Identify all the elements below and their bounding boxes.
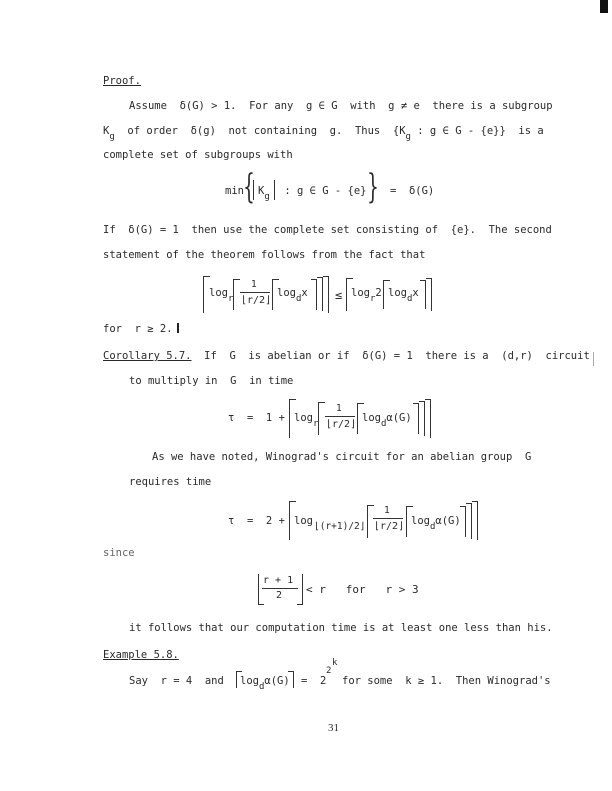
kg-text-mid: of order δ(g) not containing g. Thus {K <box>114 125 406 137</box>
eq2-denominator: ⌊r/2⌋ <box>241 295 272 306</box>
eq4-log-base: ⌊(r+1)/2⌋ <box>314 521 366 532</box>
page-number: 31 <box>328 722 339 734</box>
kg-text-end: : g ∈ G - {e}} is a <box>410 125 544 137</box>
qed-mark <box>177 323 179 333</box>
eq5-condition: < r for r > 3 <box>306 583 419 596</box>
eq4-numerator: 1 <box>384 505 390 516</box>
proof-heading: Proof. <box>103 75 141 87</box>
scan-edge-mark <box>593 352 594 366</box>
eq1-abs-left <box>253 180 254 200</box>
ex-equals-2: = 2 <box>301 675 327 687</box>
eq2-ceil-left-2 <box>233 279 240 310</box>
eq1-right-brace: } <box>367 167 379 207</box>
eq2-log-d-x-2: logdx <box>388 287 419 304</box>
text-line-assume: Assume δ(G) > 1. For any g ∈ G with g ≠ e there is a subgroup <box>129 100 553 112</box>
text-line-multiply: to multiply in G in time <box>129 375 294 387</box>
eq5-frac-bar <box>262 588 298 589</box>
corollary-heading: Corollary 5.7. <box>103 350 192 362</box>
eq4-log-alpha: logdα(G) <box>411 515 461 532</box>
ex-exp-k: k <box>332 658 338 668</box>
eq3-ceil-left-2 <box>318 402 325 435</box>
eq1-equals: = δ(G) <box>390 185 435 197</box>
eq1-left-brace: { <box>243 167 255 207</box>
eq2-log-r-2: logr2 <box>351 287 382 304</box>
eq3-denominator: ⌊r/2⌋ <box>326 419 357 430</box>
text-line-noted: As we have noted, Winograd's circuit for an abelian group G <box>152 451 532 463</box>
eq3-tau: τ = 1 + <box>228 412 285 424</box>
eq5-floor-right <box>297 574 303 605</box>
kg-symbol: K <box>103 125 110 137</box>
eq1-k: Kg <box>258 185 270 202</box>
text-line-since: since <box>103 547 135 559</box>
example-rest: for some k ≥ 1. Then Winograd's <box>342 675 551 687</box>
scan-corner-mark <box>600 0 608 13</box>
eq3-log-r: logr <box>294 412 319 429</box>
eq5-numerator: r + 1 <box>263 575 294 586</box>
eq3-ceil-right-1 <box>425 399 431 438</box>
eq1-abs-right <box>274 180 275 200</box>
eq4-denominator: ⌊r/2⌋ <box>374 521 405 532</box>
eq1-min: min <box>225 185 244 197</box>
corollary-text: If G is abelian or if δ(G) = 1 there is a (d,r) circuit <box>191 350 590 362</box>
eq4-tau: τ = 2 + <box>228 515 285 527</box>
text-line-complete: complete set of subgroups with <box>103 149 293 161</box>
kg-subscript-2: g <box>405 132 411 142</box>
eq2-frac-bar <box>240 292 270 293</box>
eq2-ceil-right-4 <box>426 278 432 311</box>
text-line-statement: statement of the theorem follows from the fact that <box>103 249 426 261</box>
eq4-frac-bar <box>373 518 403 519</box>
ex-log-alpha: logdα(G) <box>240 675 290 692</box>
text-line-for: for r ≥ 2. <box>103 323 173 335</box>
eq4-ceil-right-1 <box>472 501 478 540</box>
eq5-denominator: 2 <box>276 590 283 601</box>
eq3-log-alpha: logdα(G) <box>362 412 412 429</box>
eq2-numerator: 1 <box>251 279 257 290</box>
eq2-ceil-right-1 <box>323 276 329 313</box>
eq4-ceil-left-2 <box>367 505 374 538</box>
eq3-frac-bar <box>325 416 355 417</box>
text-line-kg <box>103 125 544 142</box>
text-line-requires: requires time <box>129 476 212 488</box>
ex-ceil-right <box>288 671 294 688</box>
corollary-line <box>103 351 590 362</box>
eq3-numerator: 1 <box>336 403 342 414</box>
example-say: Say r = 4 and <box>129 675 224 687</box>
text-line-if: If δ(G) = 1 then use the complete set consisting of {e}. The second <box>103 224 552 236</box>
example-heading: Example 5.8. <box>103 649 179 661</box>
eq2-le: ≤ <box>335 288 343 302</box>
eq2-log-r: logr <box>209 287 234 304</box>
kg-subscript: g <box>109 132 115 142</box>
eq2-log-d-x: logdx <box>277 287 308 304</box>
text-line-follows: it follows that our computation time is at least one less than his. <box>129 622 553 634</box>
eq1-set: : g ∈ G - {e} <box>278 185 367 197</box>
ex-exp-2: 2 <box>326 666 332 676</box>
eq4-log: log <box>294 515 313 527</box>
